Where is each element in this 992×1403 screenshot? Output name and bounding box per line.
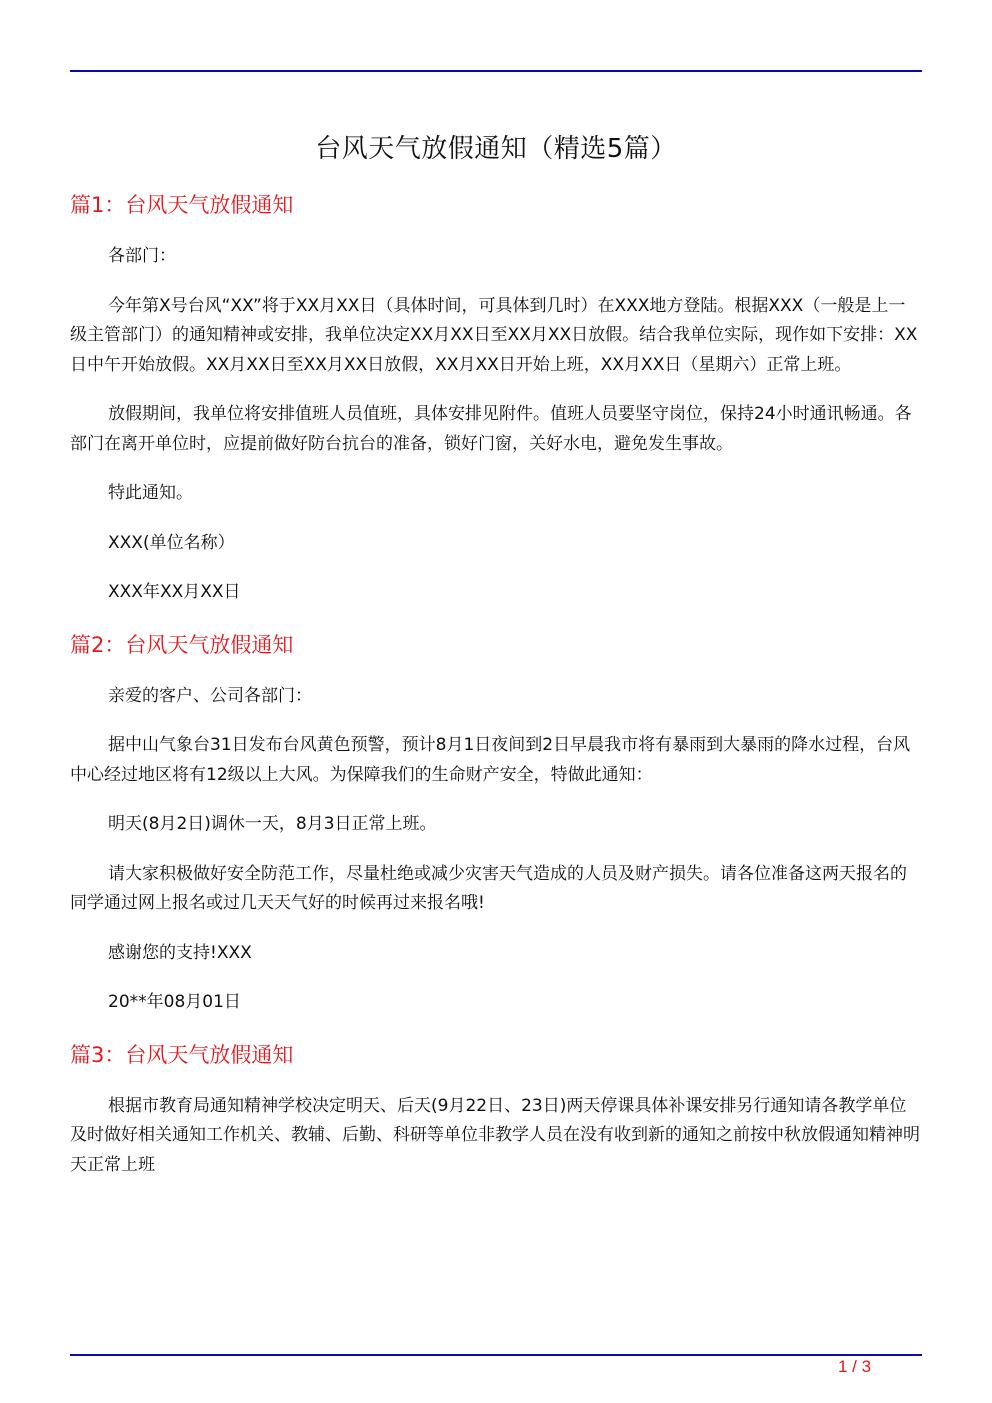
- paragraph: 明天(8月2日)调休一天，8月3日正常上班。: [108, 814, 437, 834]
- paragraph: 各部门：: [108, 246, 176, 266]
- footer-rule: [70, 1354, 922, 1356]
- section-2: [70, 628, 920, 1018]
- paragraph: 据中山气象台31日发布台风黄色预警，预计8月1日夜间到2日早晨我市将有暴雨到大暴雨的降水过程，台风中心经过地区将有12级以上大风。为保障我们的生命财产安全，特做此通知：: [70, 735, 911, 785]
- paragraph: 今年第X号台风“XX”将于XX月XX日（具体时间，可具体到几时）在XXX地方登陆。根据XXX（一般是上一级主管部门）的通知精神或安排，我单位决定XX月XX日至XX月XX日放假。结合我单位实际，现作如下安排：XX日中午开始放假。XX月XX日至XX月XX日放假，XX月XX日开始上班，XX月XX日（星期六）正常上班。: [70, 295, 918, 375]
- section-1: [70, 188, 920, 608]
- paragraph: 特此通知。: [108, 483, 193, 503]
- paragraph: 根据市教育局通知精神学校决定明天、后天(9月22日、23日)两天停课具体补课安排另行通知请各教学单位及时做好相关通知工作机关、教辅、后勤、科研等单位非教学人员在没有收到新的通知之前按中秋放假通知精神明天正常上班: [70, 1095, 920, 1175]
- paragraph: 放假期间，我单位将安排值班人员值班，具体安排见附件。值班人员要坚守岗位，保持24小时通讯畅通。各部门在离开单位时，应提前做好防台抗台的准备，锁好门窗，关好水电，避免发生事故。: [70, 404, 912, 454]
- document-title: 台风天气放假通知（精选5篇）: [315, 134, 677, 164]
- section-3: [70, 1038, 920, 1181]
- page-indicator: 1 / 3: [838, 1357, 872, 1376]
- paragraph: XXX年XX月XX日: [108, 582, 241, 602]
- section-heading: 篇2：台风天气放假通知: [70, 632, 294, 657]
- document-body: [70, 188, 920, 1200]
- paragraph: XXX(单位名称）: [108, 532, 235, 553]
- paragraph: 请大家积极做好安全防范工作，尽量杜绝或减少灾害天气造成的人员及财产损失。请各位准备这两天报名的同学通过网上报名或过几天天气好的时候再过来报名哦!: [70, 863, 907, 913]
- header-rule: [70, 70, 922, 72]
- section-heading: 篇1：台风天气放假通知: [70, 193, 294, 217]
- section-heading: 篇3：台风天气放假通知: [70, 1042, 294, 1067]
- paragraph: 20**年08月01日: [108, 992, 241, 1012]
- paragraph: 感谢您的支持!XXX: [108, 942, 252, 963]
- paragraph: 亲爱的客户、公司各部门：: [108, 685, 312, 706]
